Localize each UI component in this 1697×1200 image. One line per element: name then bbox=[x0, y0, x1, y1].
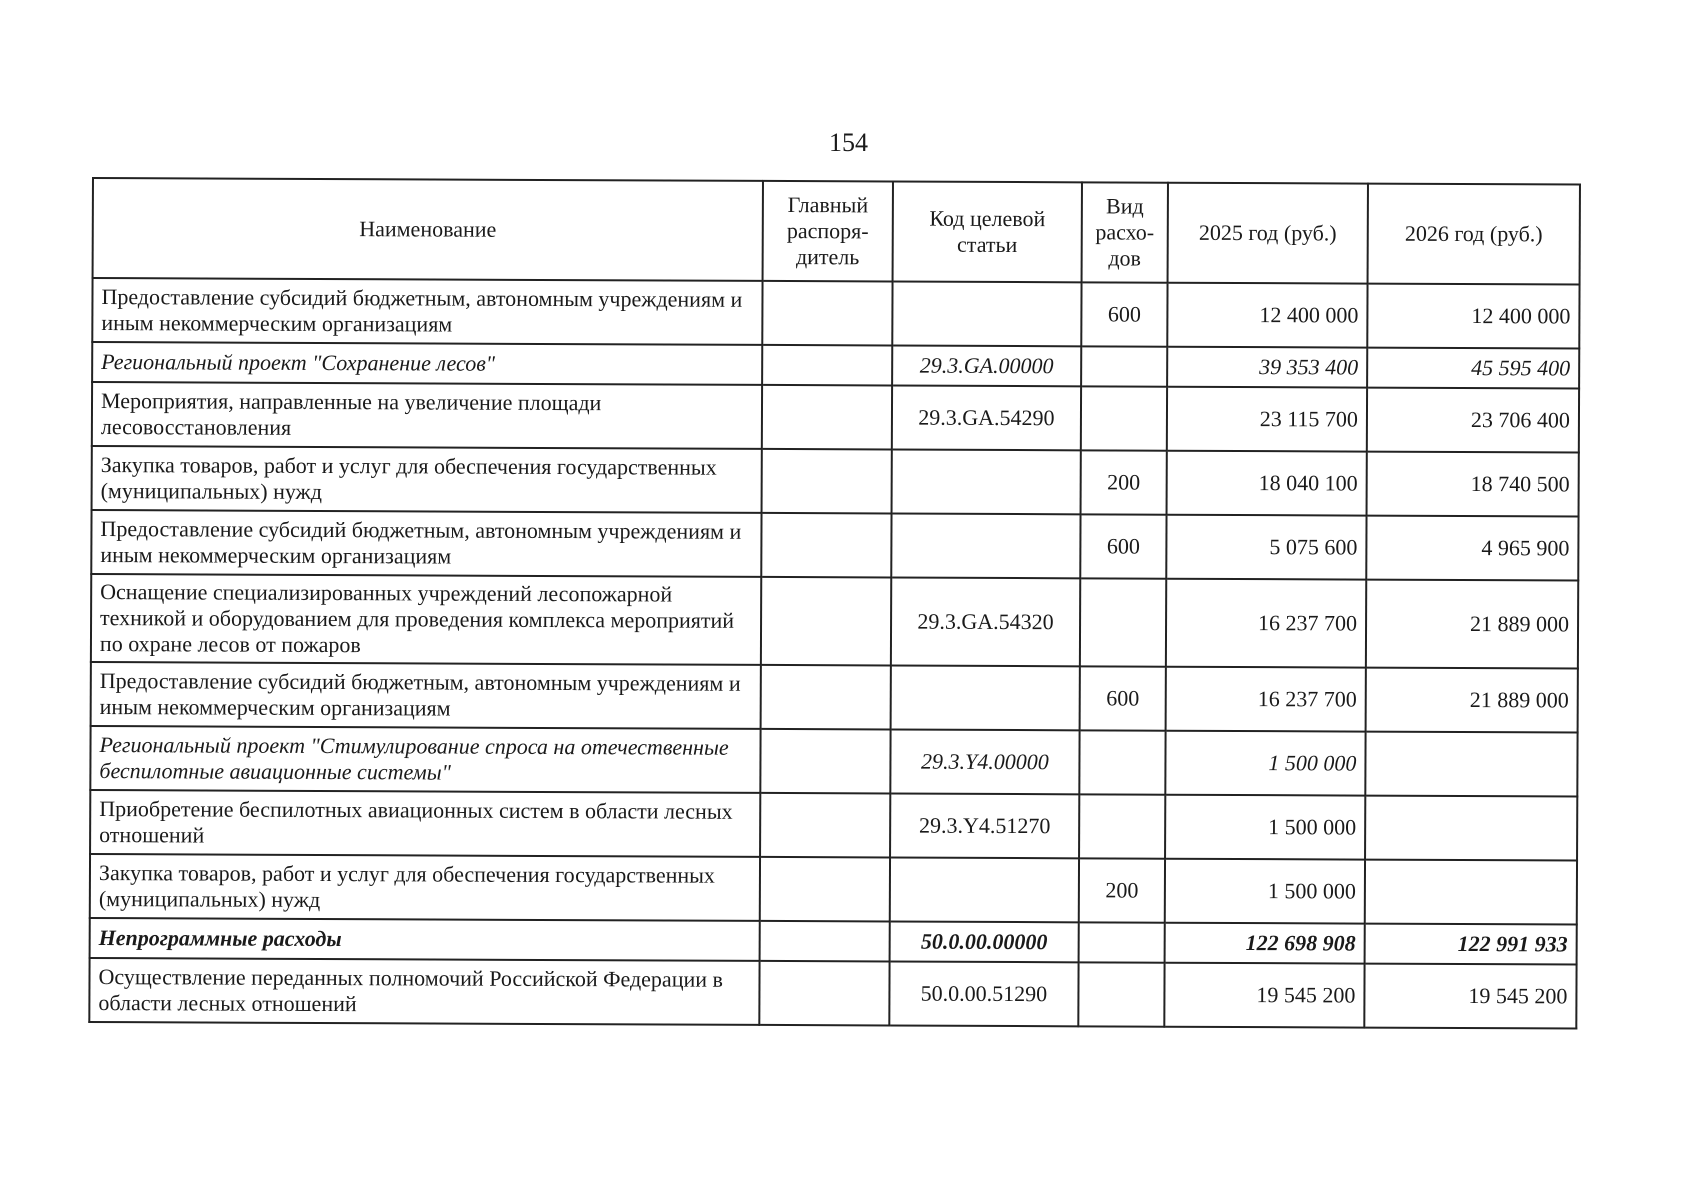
table-row bbox=[90, 918, 1577, 964]
cell-amount-2026 bbox=[1365, 796, 1577, 861]
cell-amount-2025: 122 698 908 bbox=[1165, 923, 1365, 964]
table-row bbox=[91, 510, 1578, 580]
cell-name: Предоставление субсидий бюджетным, автономным учреждениям и иным некоммерческим организациям bbox=[91, 510, 761, 577]
table-row bbox=[92, 446, 1579, 516]
cell-expense-type: 600 bbox=[1080, 666, 1166, 730]
cell-expense-type bbox=[1079, 922, 1165, 962]
cell-target-article-code: 50.0.00.00000 bbox=[890, 921, 1079, 962]
cell-name: Приобретение беспилотных авиационных систем в области лесных отношений bbox=[90, 790, 760, 857]
cell-target-article-code bbox=[891, 665, 1080, 730]
cell-target-article-code bbox=[891, 513, 1080, 578]
table-row bbox=[91, 662, 1578, 732]
cell-amount-2025: 16 237 700 bbox=[1166, 579, 1366, 668]
cell-expense-type bbox=[1081, 386, 1167, 450]
cell-target-article-code bbox=[892, 281, 1081, 346]
cell-target-article-code: 29.3.Y4.51270 bbox=[890, 793, 1079, 858]
cell-amount-2025: 1 500 000 bbox=[1165, 795, 1365, 860]
cell-name: Оснащение специализированных учреждений лесопожарной техникой и оборудованием для проведения комплекса мероприятий по охране лесов от пожаров bbox=[91, 574, 761, 665]
cell-expense-type bbox=[1079, 730, 1165, 794]
cell-amount-2025: 1 500 000 bbox=[1165, 859, 1365, 924]
cell-chief-administrator bbox=[759, 961, 889, 1026]
table-row bbox=[90, 726, 1577, 796]
header-expense-type: Вид расхо-дов bbox=[1082, 182, 1168, 282]
cell-chief-administrator bbox=[762, 449, 892, 514]
cell-amount-2025: 12 400 000 bbox=[1167, 283, 1367, 348]
cell-amount-2025: 23 115 700 bbox=[1167, 387, 1367, 452]
table-row bbox=[92, 342, 1579, 388]
cell-chief-administrator bbox=[761, 577, 891, 666]
cell-amount-2025: 18 040 100 bbox=[1167, 451, 1367, 516]
cell-amount-2025: 16 237 700 bbox=[1166, 667, 1366, 732]
cell-chief-administrator bbox=[761, 513, 891, 578]
table-body bbox=[89, 278, 1579, 1028]
cell-amount-2025: 1 500 000 bbox=[1165, 731, 1365, 796]
table-row bbox=[90, 790, 1577, 860]
cell-expense-type bbox=[1078, 962, 1164, 1026]
cell-expense-type: 200 bbox=[1081, 450, 1167, 514]
header-year-2025: 2025 год (руб.) bbox=[1168, 183, 1368, 284]
cell-amount-2026 bbox=[1365, 732, 1577, 797]
cell-expense-type: 600 bbox=[1081, 282, 1167, 346]
cell-chief-administrator bbox=[762, 345, 892, 386]
cell-target-article-code: 50.0.00.51290 bbox=[889, 961, 1078, 1026]
cell-expense-type bbox=[1080, 578, 1166, 666]
cell-name: Закупка товаров, работ и услуг для обеспечения государственных (муниципальных) нужд bbox=[90, 854, 760, 921]
cell-amount-2026: 21 889 000 bbox=[1366, 668, 1578, 733]
cell-amount-2026 bbox=[1365, 860, 1577, 925]
cell-chief-administrator bbox=[762, 385, 892, 450]
budget-table bbox=[88, 177, 1581, 1029]
cell-expense-type: 600 bbox=[1080, 514, 1166, 578]
cell-chief-administrator bbox=[760, 729, 890, 794]
cell-target-article-code: 29.3.Y4.00000 bbox=[890, 729, 1079, 794]
cell-amount-2026: 23 706 400 bbox=[1367, 388, 1579, 453]
table-row bbox=[91, 574, 1578, 668]
table-row bbox=[92, 278, 1579, 348]
cell-name: Предоставление субсидий бюджетным, автономным учреждениям и иным некоммерческим организациям bbox=[92, 278, 762, 345]
table-row bbox=[89, 958, 1576, 1028]
cell-name: Осуществление переданных полномочий Российской Федерации в области лесных отношений bbox=[89, 958, 759, 1025]
cell-amount-2026: 45 595 400 bbox=[1367, 348, 1579, 389]
cell-name: Непрограммные расходы bbox=[90, 918, 760, 961]
cell-chief-administrator bbox=[762, 281, 892, 346]
cell-target-article-code: 29.3.GA.54320 bbox=[891, 577, 1080, 666]
header-chief-administrator: Главный распоря-дитель bbox=[763, 181, 893, 282]
cell-amount-2025: 19 545 200 bbox=[1164, 963, 1364, 1028]
table-row bbox=[90, 854, 1577, 924]
header-year-2026: 2026 год (руб.) bbox=[1368, 184, 1580, 285]
cell-expense-type bbox=[1079, 794, 1165, 858]
cell-chief-administrator bbox=[761, 665, 891, 730]
cell-chief-administrator bbox=[760, 857, 890, 922]
header-name: Наименование bbox=[93, 178, 763, 281]
cell-target-article-code: 29.3.GA.00000 bbox=[892, 345, 1081, 386]
table-header-row bbox=[93, 178, 1580, 284]
cell-amount-2026: 19 545 200 bbox=[1364, 964, 1576, 1029]
cell-amount-2026: 122 991 933 bbox=[1365, 924, 1577, 965]
cell-expense-type bbox=[1081, 346, 1167, 386]
cell-amount-2026: 4 965 900 bbox=[1366, 516, 1578, 581]
cell-name: Региональный проект "Сохранение лесов" bbox=[92, 342, 762, 385]
cell-name: Предоставление субсидий бюджетным, автономным учреждениям и иным некоммерческим организациям bbox=[91, 662, 761, 729]
cell-target-article-code bbox=[890, 857, 1079, 922]
cell-target-article-code: 29.3.GA.54290 bbox=[892, 385, 1081, 450]
cell-chief-administrator bbox=[760, 921, 890, 962]
cell-name: Мероприятия, направленные на увеличение площади лесовосстановления bbox=[92, 382, 762, 449]
cell-target-article-code bbox=[892, 449, 1081, 514]
cell-expense-type: 200 bbox=[1079, 858, 1165, 922]
cell-amount-2026: 21 889 000 bbox=[1366, 580, 1578, 669]
cell-amount-2026: 18 740 500 bbox=[1367, 452, 1579, 517]
cell-chief-administrator bbox=[760, 793, 890, 858]
cell-amount-2025: 39 353 400 bbox=[1167, 347, 1367, 388]
cell-name: Закупка товаров, работ и услуг для обеспечения государственных (муниципальных) нужд bbox=[92, 446, 762, 513]
table-row bbox=[92, 382, 1579, 452]
page-number: 154 bbox=[829, 128, 868, 157]
cell-amount-2026: 12 400 000 bbox=[1367, 284, 1579, 349]
cell-name: Региональный проект "Стимулирование спроса на отечественные беспилотные авиационные системы" bbox=[90, 726, 760, 793]
cell-amount-2025: 5 075 600 bbox=[1166, 515, 1366, 580]
header-target-article-code: Код целевой статьи bbox=[893, 181, 1082, 282]
